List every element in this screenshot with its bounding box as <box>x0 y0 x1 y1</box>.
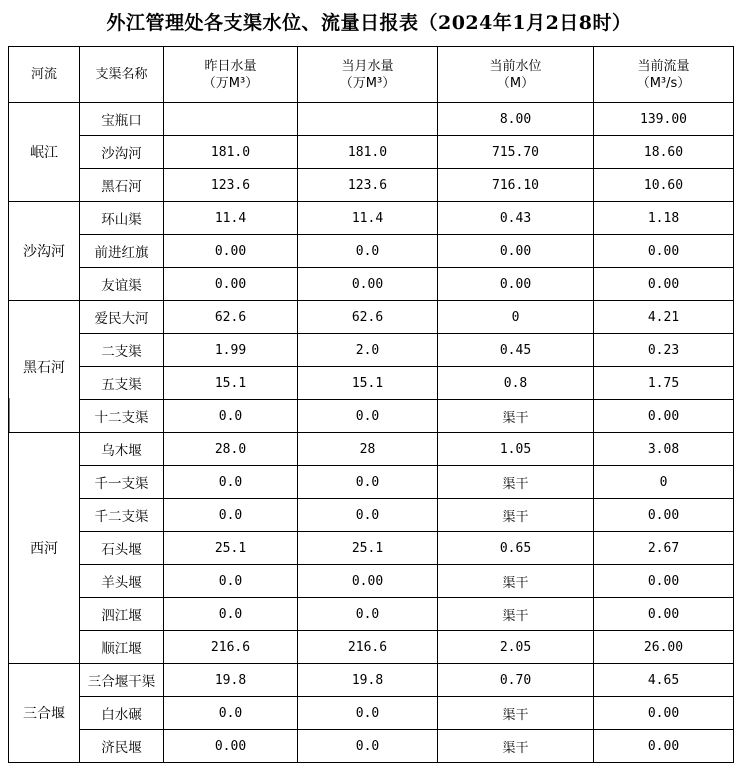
yesterday-volume-cell[interactable]: 0.00 <box>164 235 298 268</box>
branch-name-cell[interactable]: 白水碾 <box>80 697 164 730</box>
month-volume-cell[interactable]: 28 <box>298 433 438 466</box>
branch-name-cell[interactable]: 二支渠 <box>80 334 164 367</box>
month-volume-cell[interactable] <box>298 103 438 136</box>
current-level-cell[interactable]: 渠干 <box>438 499 594 532</box>
month-volume-cell[interactable]: 0.0 <box>298 466 438 499</box>
current-level-cell[interactable]: 0.70 <box>438 664 594 697</box>
header-level-unit: （M） <box>496 75 535 91</box>
branch-name-cell[interactable]: 爱民大河 <box>80 301 164 334</box>
month-volume-cell[interactable]: 216.6 <box>298 631 438 664</box>
header-month-label: 当月水量 <box>341 58 394 74</box>
current-flow-cell[interactable]: 0.00 <box>594 499 734 532</box>
table-row <box>9 202 734 235</box>
yesterday-volume-cell[interactable]: 0.0 <box>164 697 298 730</box>
branch-name-cell[interactable]: 宝瓶口 <box>80 103 164 136</box>
table-row <box>9 499 734 532</box>
current-flow-cell[interactable]: 1.75 <box>594 367 734 400</box>
current-flow-cell[interactable]: 3.08 <box>594 433 734 466</box>
current-flow-cell[interactable]: 0.00 <box>594 400 734 433</box>
current-level-cell[interactable]: 0.00 <box>438 235 594 268</box>
header-river: 河流 <box>9 47 80 103</box>
month-volume-cell[interactable]: 0.0 <box>298 730 438 763</box>
yesterday-volume-cell[interactable]: 0.0 <box>164 499 298 532</box>
branch-name-cell[interactable]: 沙沟河 <box>80 136 164 169</box>
branch-name-cell[interactable]: 千一支渠 <box>80 466 164 499</box>
table-row <box>9 565 734 598</box>
river-name-cell[interactable]: 三合堰 <box>9 664 80 763</box>
current-flow-cell[interactable]: 1.18 <box>594 202 734 235</box>
table-row <box>9 103 734 136</box>
header-level-label: 当前水位 <box>489 58 542 74</box>
yesterday-volume-cell[interactable]: 1.99 <box>164 334 298 367</box>
month-volume-cell[interactable]: 0.00 <box>298 565 438 598</box>
current-flow-cell[interactable]: 4.21 <box>594 301 734 334</box>
header-yesterday-volume <box>164 47 298 103</box>
month-volume-cell[interactable]: 62.6 <box>298 301 438 334</box>
month-volume-cell[interactable]: 25.1 <box>298 532 438 565</box>
branch-name-cell[interactable]: 顺江堰 <box>80 631 164 664</box>
yesterday-volume-cell[interactable]: 0.0 <box>164 466 298 499</box>
report-table <box>8 46 734 763</box>
yesterday-volume-cell[interactable] <box>164 103 298 136</box>
table-row <box>9 532 734 565</box>
month-volume-cell[interactable]: 2.0 <box>298 334 438 367</box>
table-row <box>9 367 734 400</box>
table-row <box>9 301 734 334</box>
branch-name-cell[interactable]: 三合堰干渠 <box>80 664 164 697</box>
table-row <box>9 466 734 499</box>
current-flow-cell[interactable]: 0.00 <box>594 730 734 763</box>
table-row <box>9 664 734 697</box>
branch-name-cell[interactable]: 黑石河 <box>80 169 164 202</box>
current-level-cell[interactable]: 8.00 <box>438 103 594 136</box>
yesterday-volume-cell[interactable]: 11.4 <box>164 202 298 235</box>
yesterday-volume-cell[interactable]: 28.0 <box>164 433 298 466</box>
report-body <box>9 103 734 763</box>
branch-name-cell[interactable]: 羊头堰 <box>80 565 164 598</box>
month-volume-cell[interactable]: 0.0 <box>298 598 438 631</box>
yesterday-volume-cell[interactable]: 0.00 <box>164 268 298 301</box>
current-flow-cell[interactable]: 139.00 <box>594 103 734 136</box>
header-yesterday-unit: （万M³） <box>202 75 259 91</box>
table-row <box>9 433 734 466</box>
branch-name-cell[interactable]: 乌木堰 <box>80 433 164 466</box>
current-flow-cell[interactable]: 0.00 <box>594 598 734 631</box>
river-name-cell[interactable]: 岷江 <box>9 103 80 202</box>
branch-name-cell[interactable]: 环山渠 <box>80 202 164 235</box>
yesterday-volume-cell[interactable]: 19.8 <box>164 664 298 697</box>
current-level-cell[interactable]: 渠干 <box>438 730 594 763</box>
header-month-unit: （万M³） <box>339 75 396 91</box>
table-row <box>9 631 734 664</box>
branch-name-cell[interactable]: 泗江堰 <box>80 598 164 631</box>
month-volume-cell[interactable]: 0.00 <box>298 268 438 301</box>
header-flow-unit: （M³/s） <box>636 75 691 91</box>
current-level-cell[interactable]: 2.05 <box>438 631 594 664</box>
table-row <box>9 136 734 169</box>
month-volume-cell[interactable]: 0.0 <box>298 400 438 433</box>
current-level-cell[interactable]: 0.8 <box>438 367 594 400</box>
yesterday-volume-cell[interactable]: 0.0 <box>164 598 298 631</box>
current-flow-cell[interactable]: 0.00 <box>594 235 734 268</box>
yesterday-volume-cell[interactable]: 0.00 <box>164 730 298 763</box>
header-yesterday-label: 昨日水量 <box>204 58 257 74</box>
river-name-cell[interactable]: 沙沟河 <box>9 202 80 301</box>
month-volume-cell[interactable]: 123.6 <box>298 169 438 202</box>
header-current-level <box>438 47 594 103</box>
current-level-cell[interactable]: 715.70 <box>438 136 594 169</box>
current-level-cell[interactable]: 716.10 <box>438 169 594 202</box>
yesterday-volume-cell[interactable]: 181.0 <box>164 136 298 169</box>
current-flow-cell[interactable]: 26.00 <box>594 631 734 664</box>
yesterday-volume-cell[interactable]: 216.6 <box>164 631 298 664</box>
table-row <box>9 400 734 433</box>
yesterday-volume-cell[interactable]: 123.6 <box>164 169 298 202</box>
table-row <box>9 334 734 367</box>
current-level-cell[interactable]: 渠干 <box>438 697 594 730</box>
branch-name-cell[interactable]: 友谊渠 <box>80 268 164 301</box>
branch-name-cell[interactable]: 十二支渠 <box>80 400 164 433</box>
month-volume-cell[interactable]: 19.8 <box>298 664 438 697</box>
current-level-cell[interactable]: 0 <box>438 301 594 334</box>
current-level-cell[interactable]: 0.65 <box>438 532 594 565</box>
current-level-cell[interactable]: 0.43 <box>438 202 594 235</box>
header-flow-label: 当前流量 <box>637 58 690 74</box>
current-level-cell[interactable]: 渠干 <box>438 565 594 598</box>
header-row <box>9 47 734 103</box>
current-flow-cell[interactable]: 0 <box>594 466 734 499</box>
branch-name-cell[interactable]: 前进红旗 <box>80 235 164 268</box>
table-row <box>9 730 734 763</box>
river-name-cell[interactable]: 黑石河 <box>9 301 80 433</box>
yesterday-volume-cell[interactable]: 0.0 <box>164 565 298 598</box>
yesterday-volume-cell[interactable]: 62.6 <box>164 301 298 334</box>
branch-name-cell[interactable]: 济民堰 <box>80 730 164 763</box>
branch-name-cell[interactable]: 石头堰 <box>80 532 164 565</box>
current-flow-cell[interactable]: 0.23 <box>594 334 734 367</box>
month-volume-cell[interactable]: 0.0 <box>298 235 438 268</box>
current-level-cell[interactable]: 渠干 <box>438 400 594 433</box>
header-branch: 支渠名称 <box>80 47 164 103</box>
current-level-cell[interactable]: 1.05 <box>438 433 594 466</box>
current-flow-cell[interactable]: 4.65 <box>594 664 734 697</box>
current-level-cell[interactable]: 0.00 <box>438 268 594 301</box>
month-volume-cell[interactable]: 0.0 <box>298 499 438 532</box>
current-flow-cell[interactable]: 0.00 <box>594 697 734 730</box>
branch-name-cell[interactable]: 千二支渠 <box>80 499 164 532</box>
yesterday-volume-cell[interactable]: 0.0 <box>164 400 298 433</box>
current-flow-cell[interactable]: 18.60 <box>594 136 734 169</box>
header-current-flow <box>594 47 734 103</box>
river-name-cell[interactable]: 西河 <box>9 433 80 664</box>
table-row <box>9 697 734 730</box>
table-row <box>9 268 734 301</box>
current-level-cell[interactable]: 渠干 <box>438 598 594 631</box>
current-flow-cell[interactable]: 0.00 <box>594 565 734 598</box>
month-volume-cell[interactable]: 15.1 <box>298 367 438 400</box>
yesterday-volume-cell[interactable]: 25.1 <box>164 532 298 565</box>
table-row <box>9 598 734 631</box>
yesterday-volume-cell[interactable]: 15.1 <box>164 367 298 400</box>
month-volume-cell[interactable]: 181.0 <box>298 136 438 169</box>
header-month-volume <box>298 47 438 103</box>
current-flow-cell[interactable]: 10.60 <box>594 169 734 202</box>
branch-name-cell[interactable]: 五支渠 <box>80 367 164 400</box>
current-level-cell[interactable]: 渠干 <box>438 466 594 499</box>
month-volume-cell[interactable]: 0.0 <box>298 697 438 730</box>
table-row <box>9 169 734 202</box>
table-row <box>9 235 734 268</box>
current-level-cell[interactable]: 0.45 <box>438 334 594 367</box>
current-flow-cell[interactable]: 2.67 <box>594 532 734 565</box>
report-title: 外江管理处各支渠水位、流量日报表（2024年1月2日8时） <box>106 12 632 34</box>
current-flow-cell[interactable]: 0.00 <box>594 268 734 301</box>
month-volume-cell[interactable]: 11.4 <box>298 202 438 235</box>
